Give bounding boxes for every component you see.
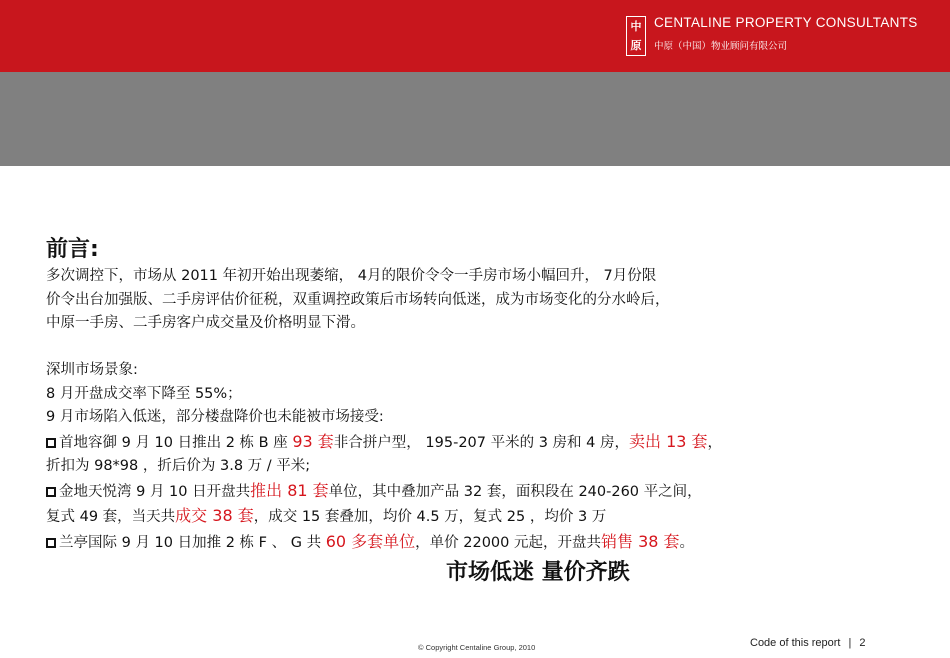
- square-bullet-icon: [46, 538, 56, 548]
- item1-text-a: 首地容御 9 月 10 日推出 2 栋 B 座: [59, 434, 293, 451]
- square-bullet-icon: [46, 487, 56, 497]
- item3-text-c: 。: [679, 534, 695, 551]
- slide-body: [46, 236, 926, 555]
- page-number: 2: [859, 637, 866, 649]
- brand-name-en: CENTALINE PROPERTY CONSULTANTS: [654, 15, 918, 30]
- header-band: [0, 0, 950, 72]
- title-band: [0, 72, 950, 166]
- footer-separator: |: [848, 637, 852, 649]
- item1-text-c: ，: [707, 434, 723, 451]
- item3-text-b: ，单价 22000 元起，开盘共: [415, 534, 601, 551]
- market-line-1: 8 月开盘成交率下降至 55%；: [46, 385, 242, 402]
- item2-line2-a: 复式 49 套，当天共: [46, 509, 176, 525]
- project-item-2: [46, 479, 926, 505]
- item2-text-a: 金地天悦湾 9 月 10 日开盘共: [59, 483, 251, 500]
- market-title: 深圳市场景象:: [46, 362, 138, 378]
- logo-char-1: 中: [630, 20, 642, 33]
- report-code: Code of this report: [750, 637, 841, 649]
- brand-name-cn: 中原（中国）物业顾问有限公司: [654, 41, 788, 52]
- item1-highlight-1: 93 套: [292, 431, 334, 451]
- intro-line-2: 价令出台加强版、二手房评估价征税，双重调控政策后市场转向低迷，成为市场变化的分水岭后，: [46, 291, 670, 308]
- market-line-2: 9 月市场陷入低迷，部分楼盘降价也未能被市场接受:: [46, 409, 384, 425]
- item3-text-a: 兰亭国际 9 月 10 日加推 2 栋 F 、 G 共: [59, 534, 326, 551]
- item2-highlight-2: 成交 38 套: [175, 506, 254, 525]
- project-item-1: [46, 430, 926, 456]
- slide-slogan: 市场低迷 量价齐跌: [446, 560, 630, 585]
- item2-highlight-1: 推出 81 套: [250, 480, 329, 500]
- item3-highlight-2: 销售 38 套: [601, 531, 680, 551]
- intro-line-1: 多次调控下，市场从 2011 年初开始出现萎缩， 4月的限价令令一手房市场小幅回升， 7月份限: [46, 268, 657, 284]
- footer-report-info: [750, 637, 865, 649]
- copyright-text: © Copyright Centaline Group, 2010: [418, 643, 536, 652]
- spacer: [46, 336, 926, 360]
- project-item-2-line-2: [46, 504, 926, 530]
- square-bullet-icon: [46, 438, 56, 448]
- item3-highlight-1: 60 多套单位: [325, 531, 416, 551]
- item2-text-b: 单位，其中叠加产品 32 套，面积段在 240-260 平之间，: [328, 483, 702, 500]
- logo-char-2: 原: [630, 39, 642, 52]
- item2-line2-b: ，成交 15 套叠加，均价 4.5 万，复式 25 ，均价 3 万: [253, 509, 607, 525]
- project-item-1-line-2: 折扣为 98*98 ，折后价为 3.8 万 / 平米;: [46, 458, 311, 474]
- section-heading: 前言:: [46, 237, 99, 262]
- item1-highlight-2: 卖出 13 套: [629, 431, 708, 451]
- item1-text-b: 非合拼户型， 195-207 平米的 3 房和 4 房，: [333, 434, 629, 451]
- project-item-3: [46, 530, 926, 556]
- centaline-logo-icon: [626, 16, 646, 56]
- intro-line-3: 中原一手房、二手房客户成交量及价格明显下滑。: [46, 315, 365, 331]
